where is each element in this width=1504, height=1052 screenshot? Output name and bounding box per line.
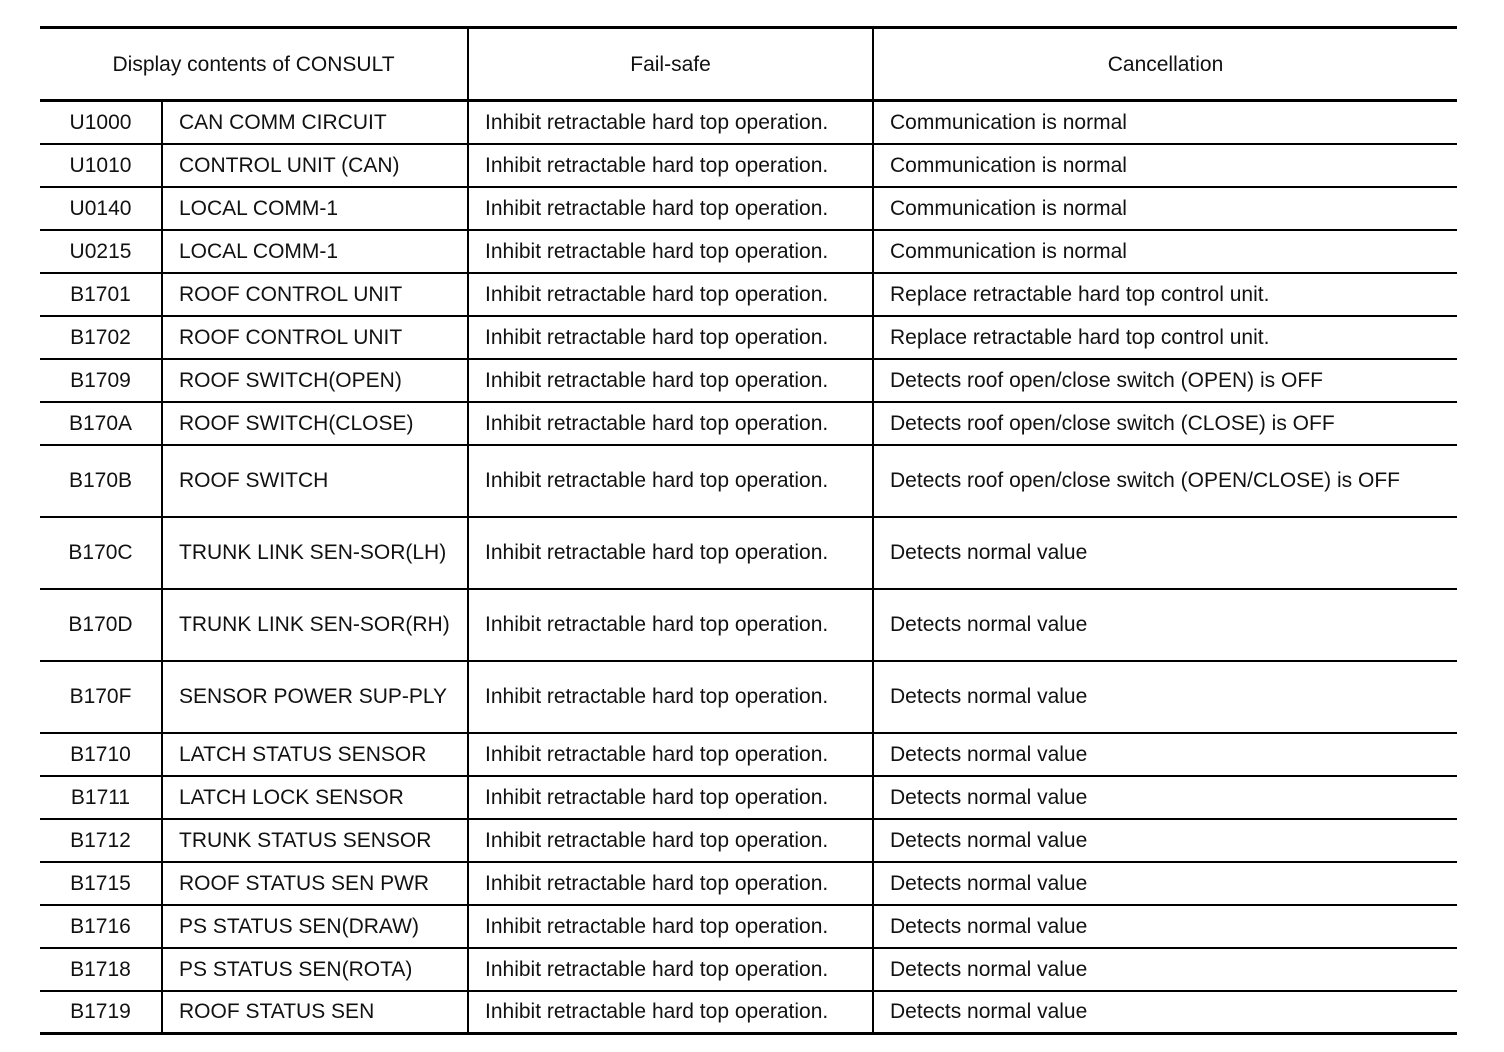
- dtc-code: B170A: [40, 402, 162, 445]
- dtc-code: B1716: [40, 905, 162, 948]
- dtc-code: B170F: [40, 661, 162, 733]
- dtc-code: B170D: [40, 589, 162, 661]
- table-row: [40, 862, 1457, 905]
- table-row: [40, 144, 1457, 187]
- header-row: [40, 28, 1457, 101]
- table-row: [40, 905, 1457, 948]
- fail-safe-action: Inhibit retractable hard top operation.: [468, 661, 873, 733]
- cancellation-condition: Detects normal value: [873, 776, 1457, 819]
- consult-item: LOCAL COMM-1: [162, 230, 468, 273]
- dtc-code: U1000: [40, 101, 162, 144]
- consult-item: CAN COMM CIRCUIT: [162, 101, 468, 144]
- cancellation-condition: Detects normal value: [873, 991, 1457, 1034]
- fail-safe-action: Inhibit retractable hard top operation.: [468, 517, 873, 589]
- consult-item: LATCH LOCK SENSOR: [162, 776, 468, 819]
- dtc-code: B170B: [40, 445, 162, 517]
- cancellation-condition: Detects roof open/close switch (CLOSE) is OFF: [873, 402, 1457, 445]
- consult-item: ROOF SWITCH: [162, 445, 468, 517]
- table-row: [40, 359, 1457, 402]
- fail-safe-action: Inhibit retractable hard top operation.: [468, 862, 873, 905]
- cancellation-condition: Detects normal value: [873, 589, 1457, 661]
- dtc-code: B1701: [40, 273, 162, 316]
- table-row: [40, 948, 1457, 991]
- table-row: [40, 776, 1457, 819]
- fail-safe-action: Inhibit retractable hard top operation.: [468, 819, 873, 862]
- cancellation-condition: Detects normal value: [873, 661, 1457, 733]
- table-row: [40, 187, 1457, 230]
- consult-item: ROOF STATUS SEN: [162, 991, 468, 1034]
- consult-item: TRUNK LINK SEN-SOR(RH): [162, 589, 468, 661]
- cancellation-condition: Communication is normal: [873, 101, 1457, 144]
- table-row: [40, 230, 1457, 273]
- consult-item: LOCAL COMM-1: [162, 187, 468, 230]
- dtc-code: B1711: [40, 776, 162, 819]
- consult-item: LATCH STATUS SENSOR: [162, 733, 468, 776]
- cancellation-condition: Detects normal value: [873, 819, 1457, 862]
- dtc-code: U0215: [40, 230, 162, 273]
- fail-safe-action: Inhibit retractable hard top operation.: [468, 905, 873, 948]
- fail-safe-action: Inhibit retractable hard top operation.: [468, 776, 873, 819]
- consult-item: ROOF SWITCH(CLOSE): [162, 402, 468, 445]
- table-row: [40, 517, 1457, 589]
- dtc-code: B1702: [40, 316, 162, 359]
- table-row: [40, 402, 1457, 445]
- cancellation-condition: Detects normal value: [873, 517, 1457, 589]
- fail-safe-action: Inhibit retractable hard top operation.: [468, 733, 873, 776]
- cancellation-condition: Detects roof open/close switch (OPEN) is OFF: [873, 359, 1457, 402]
- fail-safe-action: Inhibit retractable hard top operation.: [468, 991, 873, 1034]
- dtc-code: U1010: [40, 144, 162, 187]
- consult-item: TRUNK STATUS SENSOR: [162, 819, 468, 862]
- table-row: [40, 991, 1457, 1034]
- cancellation-condition: Detects normal value: [873, 905, 1457, 948]
- table-row: [40, 273, 1457, 316]
- fail-safe-action: Inhibit retractable hard top operation.: [468, 445, 873, 517]
- table-row: [40, 661, 1457, 733]
- cancellation-condition: Communication is normal: [873, 187, 1457, 230]
- header-cancellation: Cancellation: [873, 28, 1457, 101]
- table-row: [40, 101, 1457, 144]
- consult-item: ROOF STATUS SEN PWR: [162, 862, 468, 905]
- cancellation-condition: Detects normal value: [873, 733, 1457, 776]
- consult-item: SENSOR POWER SUP-PLY: [162, 661, 468, 733]
- table-row: [40, 445, 1457, 517]
- fail-safe-action: Inhibit retractable hard top operation.: [468, 948, 873, 991]
- fail-safe-action: Inhibit retractable hard top operation.: [468, 402, 873, 445]
- consult-item: ROOF SWITCH(OPEN): [162, 359, 468, 402]
- consult-item: CONTROL UNIT (CAN): [162, 144, 468, 187]
- header-fail-safe: Fail-safe: [468, 28, 873, 101]
- cancellation-condition: Replace retractable hard top control unit.: [873, 316, 1457, 359]
- dtc-code: B170C: [40, 517, 162, 589]
- fail-safe-action: Inhibit retractable hard top operation.: [468, 187, 873, 230]
- table-row: [40, 733, 1457, 776]
- cancellation-condition: Detects normal value: [873, 948, 1457, 991]
- header-display-contents: Display contents of CONSULT: [40, 28, 468, 101]
- table-row: [40, 316, 1457, 359]
- cancellation-condition: Detects normal value: [873, 862, 1457, 905]
- table-row: [40, 589, 1457, 661]
- dtc-code: U0140: [40, 187, 162, 230]
- cancellation-condition: Communication is normal: [873, 230, 1457, 273]
- table-row: [40, 819, 1457, 862]
- fail-safe-action: Inhibit retractable hard top operation.: [468, 144, 873, 187]
- dtc-code: B1715: [40, 862, 162, 905]
- dtc-code: B1719: [40, 991, 162, 1034]
- fail-safe-action: Inhibit retractable hard top operation.: [468, 101, 873, 144]
- dtc-code: B1710: [40, 733, 162, 776]
- fail-safe-action: Inhibit retractable hard top operation.: [468, 589, 873, 661]
- fail-safe-action: Inhibit retractable hard top operation.: [468, 230, 873, 273]
- dtc-code: B1712: [40, 819, 162, 862]
- consult-item: TRUNK LINK SEN-SOR(LH): [162, 517, 468, 589]
- dtc-fail-safe-table: [40, 26, 1457, 1035]
- cancellation-condition: Detects roof open/close switch (OPEN/CLOSE) is OFF: [873, 445, 1457, 517]
- fail-safe-action: Inhibit retractable hard top operation.: [468, 359, 873, 402]
- cancellation-condition: Replace retractable hard top control unit.: [873, 273, 1457, 316]
- fail-safe-action: Inhibit retractable hard top operation.: [468, 316, 873, 359]
- fail-safe-action: Inhibit retractable hard top operation.: [468, 273, 873, 316]
- cancellation-condition: Communication is normal: [873, 144, 1457, 187]
- consult-item: ROOF CONTROL UNIT: [162, 273, 468, 316]
- consult-item: ROOF CONTROL UNIT: [162, 316, 468, 359]
- dtc-code: B1718: [40, 948, 162, 991]
- dtc-code: B1709: [40, 359, 162, 402]
- consult-item: PS STATUS SEN(DRAW): [162, 905, 468, 948]
- consult-item: PS STATUS SEN(ROTA): [162, 948, 468, 991]
